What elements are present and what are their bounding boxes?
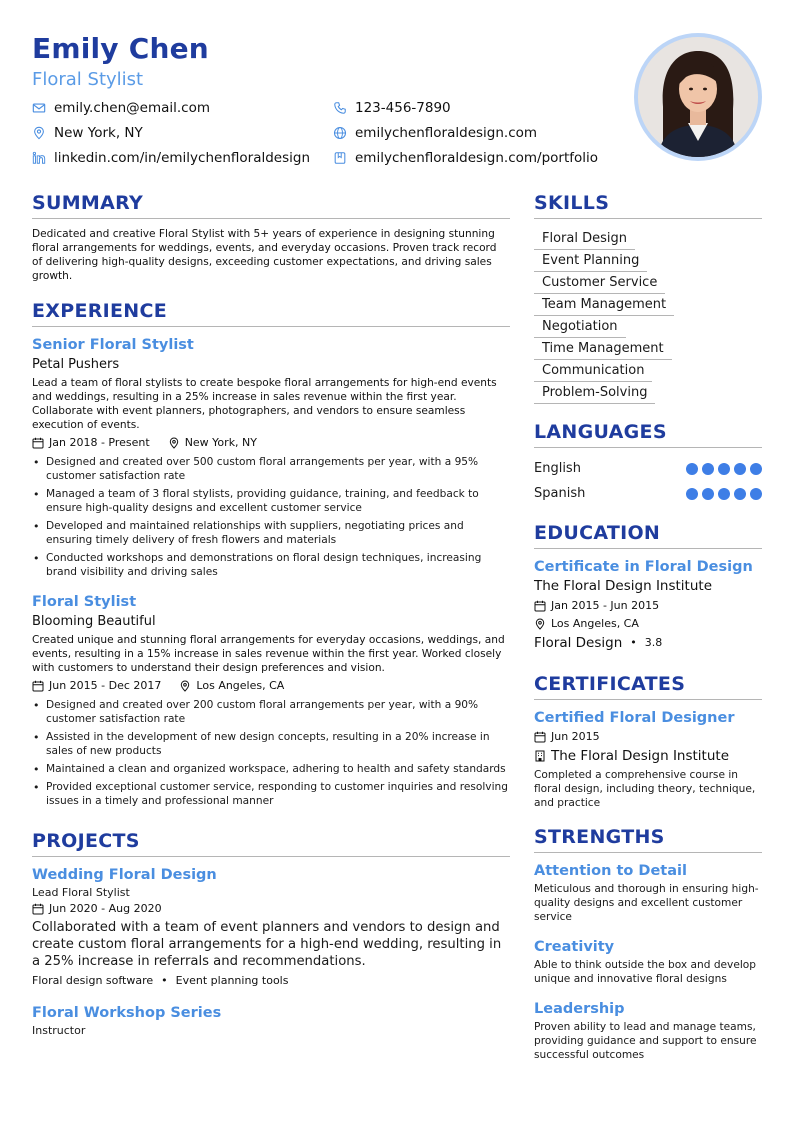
strength-title: Attention to Detail [534,863,687,879]
skill-tag: Problem-Solving [534,382,655,404]
separator-dot: • [161,974,168,987]
job-meta [32,678,510,694]
list-item: • Designed and created over 200 custom floral arrangements per year, with a 90% customer satisfaction rate [32,698,510,726]
contact-website[interactable] [333,124,537,142]
project-meta [32,901,510,917]
language-level [686,463,762,475]
list-item: • Managed a team of 3 floral stylists, providing guidance, training, and feedback to ensure high-quality designs and excellent customer service [32,487,510,515]
left-column [32,190,510,1039]
language-level [686,488,762,500]
certificate-issuer: The Floral Design Institute [551,748,730,764]
project-dates: Jun 2020 - Aug 2020 [49,902,162,915]
contact-location [32,124,143,142]
experience-item [32,592,510,808]
list-item: • Conducted workshops and demonstrations on floral design techniques, increasing brand visibility and driving sales [32,551,510,579]
map-pin-icon [168,437,180,449]
list-item: • Provided exceptional customer service, responding to customer inquiries and resolving issues in a timely and professional manner [32,780,510,808]
strengths-heading: STRENGTHS [534,824,762,853]
job-description: Created unique and stunning floral arrangements for everyday occasions, weddings, and events, resulting in a 15% increase in sales revenue within the first year. Worked closely with customers to understand their design preferences and vision. [32,634,505,674]
project-name: Floral Workshop Series [32,1005,222,1021]
languages-heading: LANGUAGES [534,419,762,448]
linkedin-icon [32,151,46,165]
certificates-heading: CERTIFICATES [534,671,762,700]
job-dates: Jun 2015 - Dec 2017 [49,679,162,692]
calendar-icon [534,731,546,743]
tool-tag: Floral design software [32,974,154,987]
job-bullets [32,698,510,808]
job-location: New York, NY [184,436,257,449]
map-pin-icon [179,680,191,692]
job-description: Lead a team of floral stylists to create bespoke floral arrangements for high-end events and weddings, resulting in a 25% increase in sales revenue within the first year. Collaborate with event planners, photographers, and vendors to ensure seamless execution of events. [32,377,497,431]
calendar-icon [32,437,44,449]
certificate-date: Jun 2015 [551,730,600,743]
website-text: emilychenfloraldesign.com [355,125,538,141]
education-location-row [534,615,762,633]
education-field-row [534,633,762,653]
strength-item [534,999,762,1062]
project-description: Collaborated with a team of event planners and vendors to design and create custom floral arrangements for a high-end wedding, resulting in a 25% increase in referrals and recommendations. [32,920,502,969]
email-text: emily.chen@email.com [54,100,211,116]
skill-tag: Event Planning [534,250,647,272]
education-dates-row [534,597,762,615]
strength-text: Proven ability to lead and manage teams, providing guidance and support to ensure successful outcomes [534,1021,757,1061]
summary-heading: SUMMARY [32,190,510,219]
map-pin-icon [32,126,46,140]
language-name: English [534,460,581,476]
project-item [32,1003,510,1039]
experience-heading: EXPERIENCE [32,298,510,327]
project-role: Lead Floral Stylist [32,886,130,899]
project-tools [32,973,510,989]
skills-list [534,227,762,403]
education-heading: EDUCATION [534,520,762,549]
location-text: New York, NY [54,125,143,141]
phone-text: 123-456-7890 [355,100,451,116]
level-dot [702,463,714,475]
certificate-name: Certified Floral Designer [534,710,735,726]
avatar [638,37,758,157]
strength-text: Able to think outside the box and develop unique and innovative floral designs [534,959,756,985]
building-icon [534,750,546,762]
education-dates: Jan 2015 - Jun 2015 [551,599,660,612]
map-pin-icon [534,618,546,630]
certificate-issuer-row [534,746,762,766]
skills-heading: SKILLS [534,190,762,219]
level-dot [734,488,746,500]
job-location: Los Angeles, CA [196,679,285,692]
skill-tag: Floral Design [534,228,635,250]
project-name: Wedding Floral Design [32,867,217,883]
level-dot [750,463,762,475]
calendar-icon [32,680,44,692]
phone-icon [333,101,347,115]
education-field: Floral Design [534,635,623,651]
skill-tag: Communication [534,360,652,382]
job-role: Senior Floral Stylist [32,337,194,353]
contact-phone[interactable] [333,99,451,117]
contact-linkedin[interactable] [32,149,310,167]
job-bullets [32,455,510,579]
skill-tag: Negotiation [534,316,626,338]
level-dot [718,463,730,475]
experience-item [32,335,510,579]
summary-text: Dedicated and creative Floral Stylist with 5+ years of experience in designing stunning floral arrangements for weddings, events, and everyday occasions. Proven track record of delivering high-quality designs, exceeding customer expectations, and driving sales growth. [32,228,497,282]
job-company: Petal Pushers [32,357,120,372]
project-item [32,865,510,989]
education-degree: Certificate in Floral Design [534,559,753,575]
envelope-icon [32,101,46,115]
candidate-title: Floral Stylist [32,69,144,90]
level-dot [734,463,746,475]
portfolio-text: emilychenfloraldesign.com/portfolio [355,150,599,166]
calendar-icon [534,600,546,612]
certificate-description: Completed a comprehensive course in floral design, including theory, technique, and practice [534,769,756,809]
strength-title: Leadership [534,1001,625,1017]
list-item: • Developed and maintained relationships with suppliers, negotiating prices and ensuring timely delivery of fresh flowers and materials [32,519,510,547]
certificate-date-row [534,728,762,746]
skill-tag: Time Management [534,338,672,360]
separator-dot: • [630,636,637,649]
education-location: Los Angeles, CA [551,617,639,630]
contact-portfolio[interactable] [333,149,598,167]
education-school: The Floral Design Institute [534,578,713,594]
skill-tag: Customer Service [534,272,665,294]
candidate-name: Emily Chen [32,32,209,65]
job-company: Blooming Beautiful [32,614,156,629]
list-item: • Designed and created over 500 custom floral arrangements per year, with a 95% customer satisfaction rate [32,455,510,483]
level-dot [750,488,762,500]
contact-email[interactable] [32,99,210,117]
profile-photo [634,33,762,161]
language-row [534,481,762,506]
right-column [534,190,762,1062]
linkedin-text: linkedin.com/in/emilychenfloraldesign [54,150,311,166]
list-item: • Maintained a clean and organized workspace, adhering to health and safety standards [32,762,510,776]
strength-title: Creativity [534,939,615,955]
language-name: Spanish [534,485,586,501]
job-dates: Jan 2018 - Present [49,436,150,449]
calendar-icon [32,903,44,915]
education-gpa: 3.8 [644,636,663,649]
strength-text: Meticulous and thorough in ensuring high-quality designs and excellent customer service [534,883,759,923]
project-role: Instructor [32,1024,86,1037]
level-dot [718,488,730,500]
projects-heading: PROJECTS [32,828,510,857]
level-dot [686,463,698,475]
strength-item [534,937,762,986]
tool-tag: Event planning tools [175,974,289,987]
strength-item [534,861,762,924]
bookmark-icon [333,151,347,165]
job-meta [32,435,510,451]
level-dot [686,488,698,500]
list-item: • Assisted in the development of new design concepts, resulting in a 20% increase in sales of new products [32,730,510,758]
level-dot [702,488,714,500]
job-role: Floral Stylist [32,594,137,610]
skill-tag: Team Management [534,294,674,316]
globe-icon [333,126,347,140]
language-row [534,456,762,481]
